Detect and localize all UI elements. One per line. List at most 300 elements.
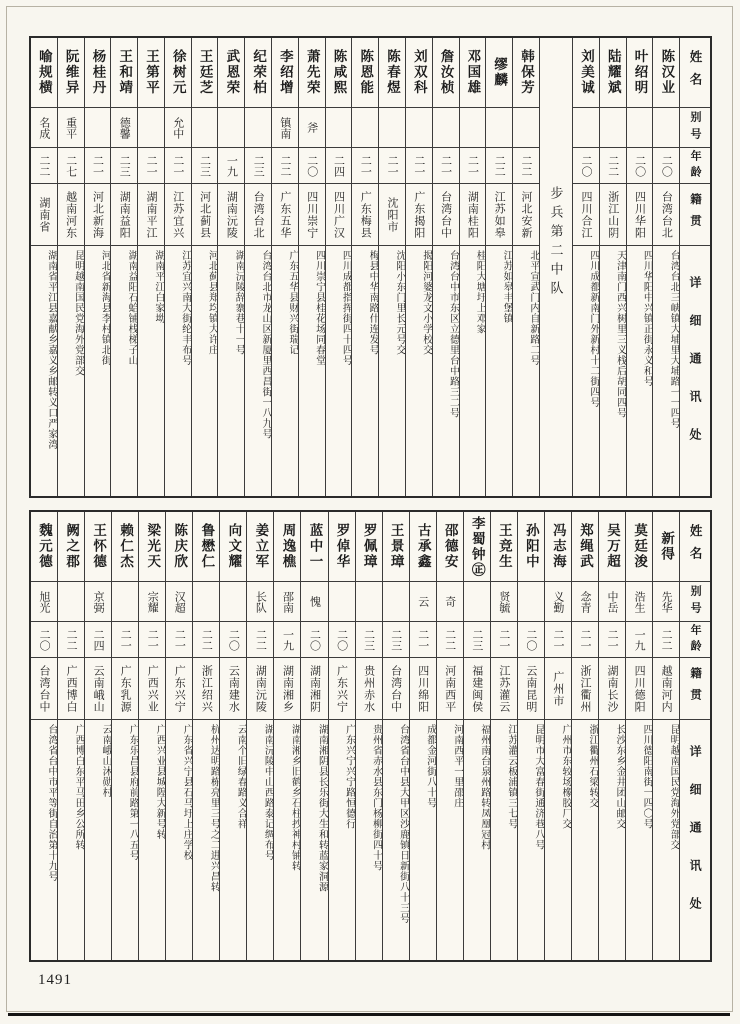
- roster-entry: [653, 512, 680, 960]
- entry-origin: 云南昆明: [518, 658, 544, 720]
- entry-address: 台湾省台中市平等街自治第十九号: [46, 724, 58, 882]
- roster-entry: [518, 512, 545, 960]
- entry-name: 孙阳中: [518, 512, 544, 582]
- entry-origin: 河北新海: [85, 184, 111, 246]
- unit-label: 步兵第二中队: [548, 186, 564, 300]
- entry-age: 二二: [486, 148, 512, 184]
- entry-address: 四川崇宁县桂花场同春堂: [313, 250, 325, 366]
- entry-address: 广东五华县财兴街瑞记: [286, 250, 298, 355]
- roster-entry: [356, 512, 383, 960]
- entry-name: 萧先荣: [299, 38, 325, 108]
- entry-address: 河北省新海县李村镇北街: [99, 250, 111, 366]
- entry-address: 四川成都新南门外新村十二街四号: [587, 250, 599, 408]
- entry-age: 二〇: [573, 148, 599, 184]
- unit-column: [540, 38, 573, 496]
- entry-origin: 广东兴宁: [329, 658, 355, 720]
- header-name: 姓名: [680, 38, 710, 108]
- entry-alias: [518, 582, 544, 622]
- entry-alias: [326, 108, 352, 148]
- entry-age: 二一: [166, 622, 192, 658]
- roster-entry: [272, 38, 299, 496]
- entry-age: 二二: [193, 622, 219, 658]
- entry-name: 魏元德: [31, 512, 57, 582]
- entry-address: 湖南平江白家坳: [152, 250, 164, 324]
- entry-address: 云南个旧绿春路义合祥: [235, 724, 247, 829]
- entry-name: 莫廷浚: [626, 512, 652, 582]
- entry-alias: 奇: [437, 582, 463, 622]
- roster-entry: [193, 512, 220, 960]
- entry-address: 湖南湘阴县长乐街大生和转蓝家洞源: [316, 724, 328, 892]
- roster-entry: [85, 38, 112, 496]
- page-number: 1491: [38, 972, 72, 988]
- entry-alias: [464, 582, 490, 622]
- entry-address: 湖南沅陵辞寨巷十一号: [233, 250, 245, 355]
- entry-age: 一九: [218, 148, 244, 184]
- entry-alias: [220, 582, 246, 622]
- entry-address: 梅县中华南路什连发号: [367, 250, 379, 355]
- roster-entry: [139, 512, 166, 960]
- entry-name: 鲁懋仁: [193, 512, 219, 582]
- entry-name: 纪荣柏: [245, 38, 271, 108]
- roster-entry: [31, 38, 58, 496]
- entry-address: 广东乐昌县府前路第一八五号: [127, 724, 139, 861]
- entry-name: 喻规横: [31, 38, 57, 108]
- roster-entry: [433, 38, 460, 496]
- entry-origin: 福建闽侯: [464, 658, 490, 720]
- entry-age: 二一: [599, 622, 625, 658]
- entry-age: 二〇: [329, 622, 355, 658]
- roster-entry: [274, 512, 301, 960]
- entry-origin: 广东五华: [272, 184, 298, 246]
- roster-entry: [247, 512, 274, 960]
- entry-name: 新得: [653, 512, 679, 582]
- entry-name: 叶绍明: [627, 38, 653, 108]
- entry-age: 二一: [433, 148, 459, 184]
- entry-address: 长沙东乡金井团山邮交: [614, 724, 626, 829]
- entry-origin: 越南河东: [58, 184, 84, 246]
- entry-alias: 义勤: [545, 582, 571, 622]
- entry-age: 二一: [572, 622, 598, 658]
- entry-age: 二三: [356, 622, 382, 658]
- entry-age: 二一: [165, 148, 191, 184]
- entry-name: 罗倬华: [329, 512, 355, 582]
- scan-bottom-edge: [8, 1013, 730, 1016]
- entry-name: 王和靖: [111, 38, 137, 108]
- entry-origin: 四川合江: [573, 184, 599, 246]
- entry-address: 台湾台北市龙山区新厦里西昌街一八九号: [260, 250, 272, 439]
- header-column: [680, 38, 710, 496]
- entry-name: 郑绳武: [572, 512, 598, 582]
- entry-alias: 长队: [247, 582, 273, 622]
- entry-name: 缪麟: [486, 38, 512, 108]
- entry-age: 二一: [406, 148, 432, 184]
- entry-name: 陈春煜: [379, 38, 405, 108]
- entry-origin: 湖南平江: [138, 184, 164, 246]
- roster-entry: [600, 38, 627, 496]
- entry-alias: [406, 108, 432, 148]
- entry-alias: [513, 108, 539, 148]
- entry-name: 王第平: [138, 38, 164, 108]
- roster-entry: [491, 512, 518, 960]
- entry-origin: 湖南湘乡: [274, 658, 300, 720]
- entry-age: 二一: [85, 148, 111, 184]
- entry-alias: [193, 582, 219, 622]
- entry-origin: 浙江衢州: [572, 658, 598, 720]
- roster-entry: [58, 38, 85, 496]
- entry-address: 江苏灌云板浦镇三七号: [505, 724, 517, 829]
- entry-alias: [58, 582, 84, 622]
- roster-entry: [383, 512, 410, 960]
- entry-age: 二一: [379, 148, 405, 184]
- roster-entry: [572, 512, 599, 960]
- roster-entry: [299, 38, 326, 496]
- entry-address: 北平宣武门内自新路二号: [527, 250, 539, 366]
- entry-alias: 旭光: [31, 582, 57, 622]
- entry-origin: 湖南湘阴: [301, 658, 327, 720]
- entry-origin: 江苏宜兴: [165, 184, 191, 246]
- entry-age: 二〇: [301, 622, 327, 658]
- header-age: 年龄: [680, 148, 710, 184]
- entry-age: 二一: [545, 622, 571, 658]
- entry-age: 二四: [85, 622, 111, 658]
- entry-age: 二二: [513, 148, 539, 184]
- entry-address: 湖南沅陵中山西路泰记绸布号: [262, 724, 274, 861]
- entry-age: 二二: [437, 622, 463, 658]
- entry-alias: [383, 582, 409, 622]
- entry-age: 二二: [600, 148, 626, 184]
- entry-origin: 四川华阳: [627, 184, 653, 246]
- entry-address: 四川成都指挥街四十四号: [340, 250, 352, 366]
- header-origin: 籍贯: [680, 184, 710, 246]
- entry-name: 刘美诚: [573, 38, 599, 108]
- entry-address: 揭阳河婆龙文小学校交: [420, 250, 432, 355]
- entry-address: 广西博白东平马田乡公所转: [73, 724, 85, 850]
- roster-entry: [599, 512, 626, 960]
- entry-name: 王竞生: [491, 512, 517, 582]
- roster-entry: [85, 512, 112, 960]
- entry-address: 沈阳小东门里长元号交: [393, 250, 405, 355]
- entry-origin: 广东兴宁: [166, 658, 192, 720]
- entry-alias: [245, 108, 271, 148]
- entry-origin: 江苏灌云: [491, 658, 517, 720]
- header-alias: 别号: [680, 582, 710, 622]
- entry-alias: 邵南: [274, 582, 300, 622]
- entry-age: 二三: [192, 148, 218, 184]
- entry-alias: [352, 108, 378, 148]
- entry-address: 河南西平一里邵庄: [451, 724, 463, 808]
- entry-alias: [379, 108, 405, 148]
- entry-origin: 广东梅县: [352, 184, 378, 246]
- entry-age: 二〇: [31, 622, 57, 658]
- entry-name: 刘双科: [406, 38, 432, 108]
- entry-origin: 河北安新: [513, 184, 539, 246]
- entry-origin: 江苏如皋: [486, 184, 512, 246]
- entry-alias: [85, 108, 111, 148]
- entry-origin: 四川绵阳: [410, 658, 436, 720]
- entry-age: 二〇: [220, 622, 246, 658]
- roster-entry: [326, 38, 353, 496]
- roster-entry: [513, 38, 540, 496]
- entry-address: 贵州省赤水县东门杨柳街四十号: [370, 724, 382, 871]
- entry-name: 梁光天: [139, 512, 165, 582]
- roster-entry: [111, 38, 138, 496]
- entry-alias: [218, 108, 244, 148]
- entry-origin: 湖南沅陵: [247, 658, 273, 720]
- roster-table-bottom: [29, 510, 712, 962]
- entry-age: 二二: [247, 622, 273, 658]
- entry-alias: 云: [410, 582, 436, 622]
- entry-name: 李绍增: [272, 38, 298, 108]
- entry-alias: 允中: [165, 108, 191, 148]
- entry-name: 王景璋: [383, 512, 409, 582]
- entry-alias: 念青: [572, 582, 598, 622]
- entry-address: 湖南湘乡旧鹤乡石柱抄神村铺转: [289, 724, 301, 871]
- entry-alias: [433, 108, 459, 148]
- entry-alias: 重平: [58, 108, 84, 148]
- roster-entry: [58, 512, 85, 960]
- entry-name: 徐树元: [165, 38, 191, 108]
- entry-origin: 沈阳市: [379, 184, 405, 246]
- entry-origin: 河北蓟县: [192, 184, 218, 246]
- header-address: 详细通讯处: [688, 745, 703, 935]
- entry-address: 四川德阳南街一四〇号: [641, 724, 653, 829]
- roster-entry: [301, 512, 328, 960]
- roster-entry: [573, 38, 600, 496]
- roster-entry: [31, 512, 58, 960]
- entry-name: 阮维异: [58, 38, 84, 108]
- entry-origin: 广东乳源: [112, 658, 138, 720]
- entry-address: 广东兴宁兴宁路恒德行: [343, 724, 355, 829]
- entry-name: 吴万超: [599, 512, 625, 582]
- entry-age: 二一: [138, 148, 164, 184]
- entry-alias: 名成: [31, 108, 57, 148]
- roster-entry: [166, 512, 193, 960]
- roster-entry: [486, 38, 513, 496]
- entry-name: 邓国雄: [460, 38, 486, 108]
- entry-address: 浙江衢州石梁转交: [586, 724, 598, 808]
- entry-alias: [600, 108, 626, 148]
- entry-age: 二〇: [518, 622, 544, 658]
- entry-alias: [329, 582, 355, 622]
- roster-table-top: [29, 36, 712, 498]
- entry-alias: [573, 108, 599, 148]
- roster-entry: [138, 38, 165, 496]
- entry-name: 周逸樵: [274, 512, 300, 582]
- entry-alias: 先华: [653, 582, 679, 622]
- entry-age: 二一: [410, 622, 436, 658]
- entry-origin: 台湾台中: [433, 184, 459, 246]
- entry-alias: [627, 108, 653, 148]
- roster-entry: [192, 38, 219, 496]
- roster-entry: [165, 38, 192, 496]
- entry-address: 昆明市大富春街通济巷八号: [532, 724, 544, 850]
- entry-address: 湖南省平江县嘉献乡嘉义乡邮转义口严家湾: [45, 250, 57, 450]
- entry-origin: 贵州赤水: [356, 658, 382, 720]
- entry-name: 武恩荣: [218, 38, 244, 108]
- entry-name: 姜立军: [247, 512, 273, 582]
- entry-age: 二〇: [627, 148, 653, 184]
- entry-address: 江苏宜兴南大街纶丰布号: [179, 250, 191, 366]
- entry-age: 二三: [383, 622, 409, 658]
- roster-entry: [653, 38, 680, 496]
- entry-origin: 广东揭阳: [406, 184, 432, 246]
- entry-name: 冯志海: [545, 512, 571, 582]
- roster-entry: [245, 38, 272, 496]
- entry-origin: 四川崇宁: [299, 184, 325, 246]
- entry-address: 广东省兴宁县石马圩上庄学校: [181, 724, 193, 861]
- header-origin: 籍贯: [680, 658, 710, 720]
- roster-entry: [410, 512, 437, 960]
- entry-origin: 越南河内: [653, 658, 679, 720]
- entry-age: 二一: [491, 622, 517, 658]
- roster-entry: [437, 512, 464, 960]
- entry-origin: 台湾台北: [245, 184, 271, 246]
- entry-name: 陈庆欣: [166, 512, 192, 582]
- roster-entry: [626, 512, 653, 960]
- entry-age: 一九: [626, 622, 652, 658]
- entry-name: 王怀德: [85, 512, 111, 582]
- entry-age: 二二: [31, 148, 57, 184]
- entry-name: 邵德安: [437, 512, 463, 582]
- entry-origin: 湖南沅陵: [218, 184, 244, 246]
- entry-alias: [653, 108, 679, 148]
- entry-alias: 斧: [299, 108, 325, 148]
- roster-entry: [352, 38, 379, 496]
- entry-address: 台湾省台中县大甲区沙鹿镇日新街八十三号: [397, 724, 409, 924]
- entry-name: 赖仁杰: [112, 512, 138, 582]
- entry-age: 二二: [653, 622, 679, 658]
- entry-address: 昆明越南国民党海外党部交: [72, 250, 84, 376]
- entry-alias: 中岳: [599, 582, 625, 622]
- entry-alias: [460, 108, 486, 148]
- roster-entry: [218, 38, 245, 496]
- roster-entry: [460, 38, 487, 496]
- entry-age: 二一: [139, 622, 165, 658]
- entry-name: 古承鑫: [410, 512, 436, 582]
- entry-address: 杭州达明路栋亮里三号之二进兴昌转: [208, 724, 220, 892]
- entry-alias: 浩生: [626, 582, 652, 622]
- entry-name: 陆耀斌: [600, 38, 626, 108]
- entry-age: 二一: [112, 622, 138, 658]
- entry-age: 二一: [460, 148, 486, 184]
- entry-age: 二四: [326, 148, 352, 184]
- entry-origin: 台湾台中: [383, 658, 409, 720]
- entry-age: 二三: [111, 148, 137, 184]
- entry-origin: 湖南长沙: [599, 658, 625, 720]
- header-age: 年龄: [680, 622, 710, 658]
- entry-name: 蓝中一: [301, 512, 327, 582]
- roster-entry: [112, 512, 139, 960]
- entry-alias: 愧: [301, 582, 327, 622]
- entry-origin: 湖南益阳: [111, 184, 137, 246]
- entry-origin: 湖南省: [31, 184, 57, 246]
- entry-name: 阙之郡: [58, 512, 84, 582]
- header-alias: 别号: [680, 108, 710, 148]
- entry-alias: 贤毓: [491, 582, 517, 622]
- entry-address: 台湾台北三峡镇大埔里大埔路一一四号: [668, 250, 680, 429]
- entry-address: 云南峨山沐勋村: [100, 724, 112, 798]
- entry-address: 河北蓟县郑均镇大许庄: [206, 250, 218, 355]
- entry-alias: [356, 582, 382, 622]
- entry-alias: [486, 108, 512, 148]
- entry-name: 李蜀钟㊣: [464, 512, 490, 582]
- entry-age: 二七: [58, 148, 84, 184]
- entry-origin: 浙江山阴: [600, 184, 626, 246]
- entry-name: 王廷芝: [192, 38, 218, 108]
- entry-alias: 汉超: [166, 582, 192, 622]
- entry-address: 昆明越南国民党海外党部交: [668, 724, 680, 850]
- entry-origin: 广西博白: [58, 658, 84, 720]
- entry-origin: 广州市: [545, 658, 571, 720]
- entry-alias: [192, 108, 218, 148]
- roster-entry: [545, 512, 572, 960]
- entry-address: 广州市东较场橡胶厂交: [559, 724, 571, 829]
- entry-alias: 京弼: [85, 582, 111, 622]
- entry-origin: 四川广汉: [326, 184, 352, 246]
- roster-entry: [464, 512, 491, 960]
- entry-address: 台湾台中市东区立德里台中路三二号: [447, 250, 459, 418]
- entry-alias: [112, 582, 138, 622]
- entry-origin: 河南西平: [437, 658, 463, 720]
- entry-alias: 德馨: [111, 108, 137, 148]
- roster-entry: [220, 512, 247, 960]
- entry-origin: 台湾台中: [31, 658, 57, 720]
- entry-address: 桂阳大塘圩上邓家: [474, 250, 486, 334]
- header-column: [680, 512, 710, 960]
- entry-name: 罗佩璋: [356, 512, 382, 582]
- header-address: 详细通讯处: [688, 276, 703, 466]
- entry-address: 天津南门西兴树里三义栈后胡同四号: [614, 250, 626, 418]
- entry-name: 向文耀: [220, 512, 246, 582]
- entry-age: 二〇: [299, 148, 325, 184]
- entry-name: 杨桂丹: [85, 38, 111, 108]
- entry-address: 成都金河街八十号: [424, 724, 436, 808]
- roster-entry: [627, 38, 654, 496]
- roster-entry: [406, 38, 433, 496]
- entry-name: 陈咸熙: [326, 38, 352, 108]
- entry-name: 陈恩能: [352, 38, 378, 108]
- entry-origin: 云南峨山: [85, 658, 111, 720]
- entry-age: 一九: [274, 622, 300, 658]
- entry-name: 詹汝桢: [433, 38, 459, 108]
- entry-origin: 广西兴业: [139, 658, 165, 720]
- header-name: 姓名: [680, 512, 710, 582]
- entry-alias: 镇南: [272, 108, 298, 148]
- entry-origin: 台湾台北: [653, 184, 679, 246]
- entry-age: 二〇: [653, 148, 679, 184]
- entry-age: 二二: [272, 148, 298, 184]
- entry-origin: 湖南桂阳: [460, 184, 486, 246]
- entry-origin: 四川德阳: [626, 658, 652, 720]
- entry-address: 湖南益阳石蛤铺栈梯子山: [126, 250, 138, 366]
- entry-address: 江苏如皋丰堡镇: [501, 250, 513, 324]
- entry-age: 二三: [245, 148, 271, 184]
- entry-age: 二二: [58, 622, 84, 658]
- entry-age: 二三: [464, 622, 490, 658]
- entry-origin: 浙江绍兴: [193, 658, 219, 720]
- entry-name: 陈汉业: [653, 38, 679, 108]
- entry-alias: [138, 108, 164, 148]
- entry-origin: 云南建水: [220, 658, 246, 720]
- entry-alias: 宗耀: [139, 582, 165, 622]
- entry-name: 韩保芳: [513, 38, 539, 108]
- roster-entry: [329, 512, 356, 960]
- entry-address: 四川华阳中兴镇正街永义和号: [641, 250, 653, 387]
- entry-age: 二一: [352, 148, 378, 184]
- roster-entry: [379, 38, 406, 496]
- entry-address: 福州南台泉州路转凤凰冠村: [478, 724, 490, 850]
- entry-address: 广西兴业县城隍大新号转: [154, 724, 166, 840]
